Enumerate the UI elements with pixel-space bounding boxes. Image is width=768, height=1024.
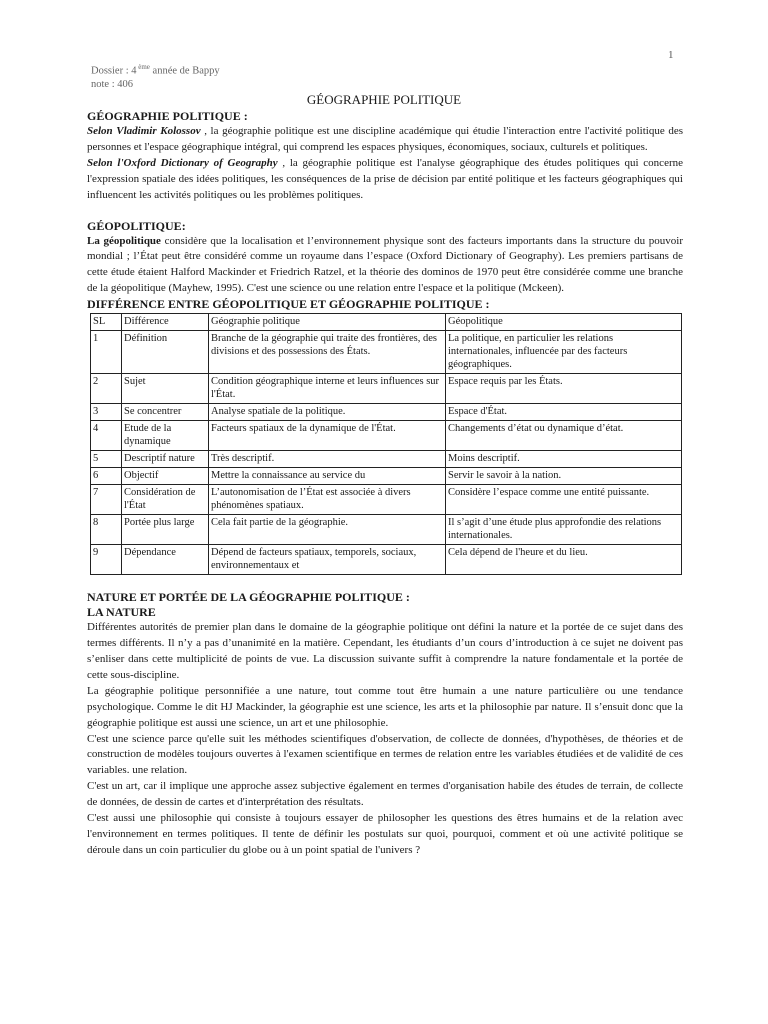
- row-number-cell: [91, 404, 122, 421]
- table-header-cell: Différence: [122, 314, 209, 331]
- geopolitique-cell: [446, 515, 682, 545]
- difference-cell: [122, 485, 209, 515]
- cell-text: Objectif: [124, 470, 159, 482]
- cell-text: 5: [93, 453, 99, 465]
- cell-text: 8: [93, 517, 99, 529]
- cell-text: Descriptif nature: [124, 453, 195, 465]
- row-number-cell: [91, 545, 122, 575]
- definition-kolossov: [87, 124, 683, 156]
- cell-text: Servir le savoir à la nation.: [448, 470, 562, 482]
- document-title: GÉOGRAPHIE POLITIQUE: [306, 92, 462, 107]
- cell-text: Cela fait partie de la géographie.: [211, 517, 349, 529]
- cell-text: Facteurs spatiaux de la dynamique de l'État.: [211, 423, 396, 435]
- table-row: [91, 485, 682, 515]
- nature-paragraph: C'est une science parce qu'elle suit les méthodes scientifiques d'observation, de collecte de données, d'hypothèses, de théories et de construction de modèles toujours ouvertes à l'examen scientifique en termes de relation entre les variables étudiées et de validité de ces variables. une relation.: [87, 732, 683, 777]
- section-heading-nature-portee: NATURE ET PORTÉE DE LA GÉOGRAPHIE POLITIQUE :: [87, 590, 410, 605]
- difference-cell: [122, 468, 209, 485]
- cell-text: 1: [93, 333, 99, 345]
- table-header-cell: Géopolitique: [446, 314, 682, 331]
- cell-text: Très descriptif.: [211, 453, 275, 465]
- geopolitique-cell: [446, 374, 682, 404]
- cell-text: 6: [93, 470, 99, 482]
- geographie-politique-cell: [209, 374, 446, 404]
- geopolitique-cell: [446, 485, 682, 515]
- definition-geopolitique-lead: La géopolitique: [87, 234, 161, 247]
- cell-text: Se concentrer: [124, 406, 182, 418]
- nature-paragraph: Différentes autorités de premier plan dans le domaine de la géographie politique ont défini la nature et la portée de ce sujet dans des termes différents. Il n’y a pas d’unanimité en la matière. Cependant, les étudiants d’un cours d’introduction à ce sujet ne doivent pas s’enliser dans cette multiplicité de points de vue. La discussion suivante suffit à comprendre la nature fondamentale et la portée de cette sous-discipline.: [87, 621, 683, 681]
- geopolitique-cell: [446, 468, 682, 485]
- cell-text: Mettre la connaissance au service du: [211, 470, 366, 482]
- table-row: [91, 331, 682, 374]
- geographie-politique-cell: [209, 404, 446, 421]
- subheading-la-nature: LA NATURE: [87, 605, 156, 620]
- row-number-cell: [91, 374, 122, 404]
- row-number-cell: [91, 421, 122, 451]
- cell-text: Moins descriptif.: [448, 453, 520, 465]
- cell-text: 4: [93, 423, 99, 435]
- cell-text: Considère l’espace comme une entité puissante.: [448, 487, 650, 499]
- table-header-cell: Géographie politique: [209, 314, 446, 331]
- table-row: [91, 421, 682, 451]
- cell-text: Cela dépend de l'heure et du lieu.: [448, 547, 588, 559]
- geographie-politique-cell: [209, 331, 446, 374]
- cell-text: Espace requis par les États.: [448, 376, 563, 388]
- table-row: [91, 404, 682, 421]
- table-row: [91, 374, 682, 404]
- cell-text: 7: [93, 487, 99, 499]
- cell-text: Définition: [124, 333, 168, 345]
- definition-oxford: [87, 156, 683, 204]
- difference-cell: [122, 545, 209, 575]
- geographie-politique-cell: [209, 545, 446, 575]
- row-number-cell: [91, 451, 122, 468]
- difference-cell: [122, 515, 209, 545]
- table-row: [91, 545, 682, 575]
- dossier-prefix: Dossier : 4: [91, 65, 137, 77]
- difference-cell: [122, 374, 209, 404]
- definition-kolossov-text: , la géographie politique est une discipline académique qui étudie l'interaction entre l'activité politique des personnes et l'espace géographique intégral, qui comprend les espaces physiques, économiques, sociaux, culturels et politiques.: [87, 125, 683, 153]
- cell-text: Sujet: [124, 376, 146, 388]
- cell-text: Changements d’état ou dynamique d’état.: [448, 423, 624, 435]
- geopolitique-cell: [446, 451, 682, 468]
- difference-cell: [122, 331, 209, 374]
- geopolitique-cell: [446, 545, 682, 575]
- comparison-table: [90, 313, 682, 575]
- cell-text: Espace d'État.: [448, 406, 508, 418]
- section-heading-difference: DIFFÉRENCE ENTRE GÉOPOLITIQUE ET GÉOGRAPHIE POLITIQUE :: [87, 297, 490, 312]
- row-number-cell: [91, 485, 122, 515]
- geographie-politique-cell: [209, 421, 446, 451]
- dossier-line-2: note : 406: [91, 78, 133, 90]
- row-number-cell: [91, 515, 122, 545]
- dossier-superscript: ème: [136, 63, 150, 71]
- table-row: [91, 515, 682, 545]
- nature-paragraph: La géographie politique personnifiée a une nature, tout comme tout être humain a une nature particulière ou une tendance psychologique. Comme le dit HJ Mackinder, la géographie est une science, les arts et la philosophie par nature. Il s’ensuit donc que la géographie politique est aussi une science, un art et une philosophie.: [87, 684, 683, 729]
- cell-text: Considération de l'État: [124, 487, 196, 512]
- cell-text: 2: [93, 376, 99, 388]
- cell-text: La politique, en particulier les relations internationales, influencée par des facteurs géographiques.: [448, 333, 628, 371]
- geopolitique-cell: [446, 421, 682, 451]
- geographie-politique-cell: [209, 451, 446, 468]
- spacer: [87, 204, 683, 219]
- table-header-row: [91, 314, 682, 331]
- geopolitique-cell: [446, 331, 682, 374]
- nature-paragraphs: [87, 620, 683, 859]
- section-heading-geopolitique: GÉOPOLITIQUE:: [87, 218, 186, 233]
- section-heading-geographie-politique: GÉOGRAPHIE POLITIQUE :: [87, 109, 248, 123]
- cell-text: Etude de la dynamique: [124, 423, 172, 448]
- definition-kolossov-lead: Selon Vladimir Kolossov: [87, 125, 201, 137]
- cell-text: Analyse spatiale de la politique.: [211, 406, 346, 418]
- document-body: [87, 109, 683, 859]
- cell-text: Dépendance: [124, 547, 176, 559]
- cell-text: Branche de la géographie qui traite des frontières, des divisions et des possessions des États.: [211, 333, 437, 358]
- nature-paragraph: C'est aussi une philosophie qui consiste à toujours essayer de philosopher les questions des êtres humains et de la relation avec l'environnement en termes politiques. Il tente de définir les postulats sur quoi, pourquoi, comment et où une activité politique se déroule dans un coin particulier du globe ou à un point spatial de l'univers ?: [87, 812, 683, 856]
- cell-text: 3: [93, 406, 99, 418]
- cell-text: Condition géographique interne et leurs influences sur l'État.: [211, 376, 440, 401]
- dossier-line-1: [91, 61, 220, 78]
- definition-geopolitique-text: considère que la localisation et l’environnement physique sont des facteurs importants dans la structure du pouvoir mondial ; l’État peut être considéré comme un royaume dans l’espace (Oxford Dictionary of Geography). Les premiers partisans de cette étude étaient Halford Mackinder et Friedrich Ratzel, et la théorie des dominos de 1970 peut être considérée comme une branche de la géopolitique (Mayhew, 1995). C'est une science ou une relation entre l'espace et la politique (Mckeen).: [87, 234, 683, 295]
- cell-text: 9: [93, 547, 99, 559]
- geographie-politique-cell: [209, 485, 446, 515]
- cell-text: Il s’agit d’une étude plus approfondie des relations internationales.: [448, 517, 662, 542]
- table-header-cell: SL: [91, 314, 122, 331]
- geographie-politique-cell: [209, 515, 446, 545]
- table-row: [91, 468, 682, 485]
- cell-text: Dépend de facteurs spatiaux, temporels, sociaux, environnementaux et: [211, 547, 417, 572]
- dossier-header: [91, 61, 220, 91]
- geopolitique-cell: [446, 404, 682, 421]
- definition-oxford-lead: Selon l'Oxford Dictionary of Geography: [87, 156, 278, 169]
- difference-cell: [122, 451, 209, 468]
- definition-oxford-text: , la géographie politique est l'analyse géographique des études politiques qui concerne l'expression spatiale des idées politiques, les conséquences de la prise de décision par entité politique et les facteurs géographiques qui influencent les activités politiques ou les problèmes politiques.: [87, 156, 683, 201]
- difference-cell: [122, 404, 209, 421]
- geographie-politique-cell: [209, 468, 446, 485]
- difference-cell: [122, 421, 209, 451]
- row-number-cell: [91, 468, 122, 485]
- definition-geopolitique: [87, 234, 683, 298]
- dossier-suffix: année de Bappy: [149, 65, 220, 77]
- cell-text: L’autonomisation de l’État est associée à divers phénomènes spatiaux.: [211, 487, 411, 512]
- page-number: 1: [668, 49, 674, 61]
- cell-text: Portée plus large: [124, 517, 195, 529]
- spacer: [87, 575, 683, 590]
- row-number-cell: [91, 331, 122, 374]
- nature-paragraph: C'est un art, car il implique une approche assez subjective également en termes d'organisation habile des études de terrain, de collecte de données, de dessin de cartes et d'interprétation des résultats.: [87, 780, 683, 809]
- table-row: [91, 451, 682, 468]
